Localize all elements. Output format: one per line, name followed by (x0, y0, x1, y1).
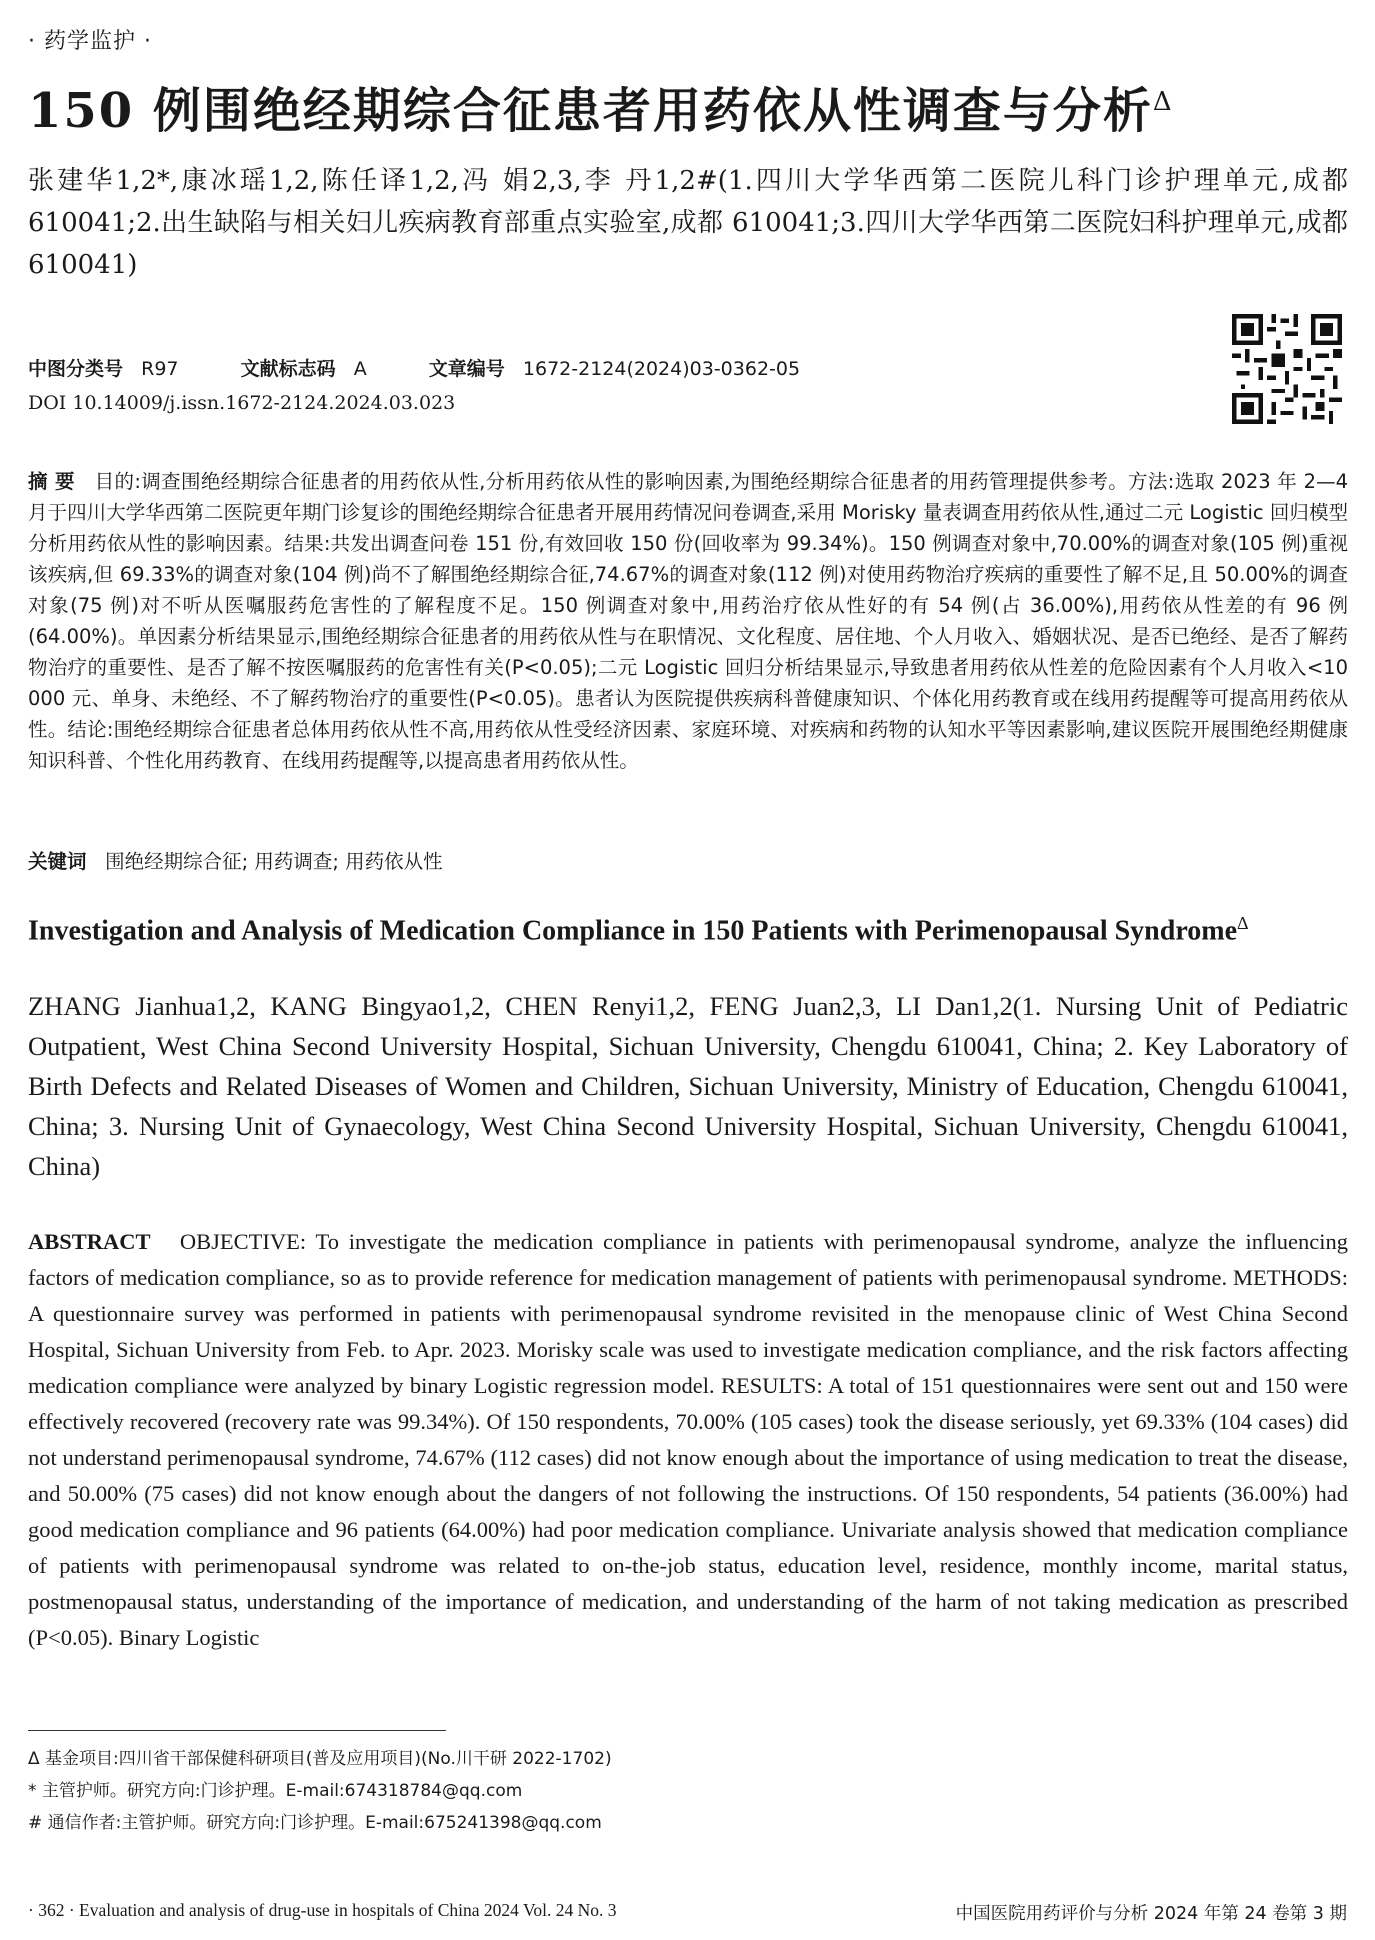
doi: DOI 10.14009/j.issn.1672-2124.2024.03.023 (28, 392, 456, 414)
chinese-keywords (28, 846, 443, 874)
english-abstract (28, 1224, 1348, 1656)
chinese-keywords-label: 关键词 (28, 850, 87, 873)
page-footer-left: · 362 · Evaluation and analysis of drug-use in hospitals of China 2024 Vol. 24 No. 3 (28, 1900, 617, 1920)
chinese-keywords-text: 围绝经期综合征; 用药调查; 用药依从性 (105, 850, 443, 873)
english-title-text: Investigation and Analysis of Medication Compliance in 150 Patients with Perimenopausal Syndrome (28, 915, 1238, 947)
chinese-authors-affiliations: 张建华1,2*,康冰瑶1,2,陈任译1,2,冯 娟2,3,李 丹1,2#(1.四川大学华西第二医院儿科门诊护理单元,成都 610041;2.出生缺陷与相关妇儿疾病教育部重点实验室,成都 610041;3.四川大学华西第二医院妇科护理单元,成都 610041) (28, 166, 1348, 280)
document-code-value: A (353, 358, 367, 380)
article-title (28, 72, 1174, 141)
article-number-value: 1672-2124(2024)03-0362-05 (522, 358, 801, 380)
page-footer-right: 中国医院用药评价与分析 2024 年第 24 卷第 3 期 (955, 1904, 1347, 1924)
chinese-abstract (28, 466, 1348, 776)
english-abstract-label: ABSTRACT (28, 1229, 151, 1254)
footnote-fund: Δ 基金项目:四川省干部保健科研项目(普及应用项目)(No.川干研 2022-1702) (28, 1749, 612, 1769)
article-number-label: 文章编号 (428, 358, 505, 380)
clc-label: 中图分类号 (28, 358, 124, 380)
english-fund-mark: Δ (1237, 913, 1249, 933)
footnote-corresponding-author: # 通信作者:主管护师。研究方向:门诊护理。E-mail:675241398@qq.com (28, 1813, 602, 1833)
english-abstract-text: OBJECTIVE: To investigate the medication compliance in patients with perimenopausal syndrome, analyze the influencing factors of medication compliance, so as to provide reference for medication management of patients with perimenopausal syndrome. METHODS: A questionnaire survey was performed in patients with perimenopausal syndrome revisited in the menopause clinic of West China Second Hospital, Sichuan University from Feb. to Apr. 2023. Morisky scale was used to investigate medication compliance, and the risk factors affecting medication compliance were analyzed by binary Logistic regression model. RESULTS: A total of 151 questionnaires were sent out and 150 were effectively recovered (recovery rate was 99.34%). Of 150 respondents, 70.00% (105 cases) took the disease seriously, yet 69.33% (104 cases) did not understand perimenopausal syndrome, 74.67% (112 cases) did not know enough about the importance of using medication to treat the disease, and 50.00% (75 cases) did not know enough about the dangers of not following the instructions. Of 150 respondents, 54 patients (36.00%) had good medication compliance and 96 patients (64.00%) had poor medication compliance. Univariate analysis showed that medication compliance of patients with perimenopausal syndrome was related to on-the-job status, education level, residence, monthly income, marital status, postmenopausal status, understanding of the importance of medication, and understanding of the harm of not taking medication as prescribed (P<0.05). Binary Logistic (28, 1229, 1348, 1650)
document-code-label: 文献标志码 (240, 358, 336, 380)
english-authors-affiliations: ZHANG Jianhua1,2, KANG Bingyao1,2, CHEN Renyi1,2, FENG Juan2,3, LI Dan1,2(1. Nursing Unit of Pediatric Outpatient, West China Second University Hospital, Sichuan University, Chengdu 610041, China; 2. Key Laboratory of Birth Defects and Related Diseases of Women and Children, Sichuan University, Ministry of Education, Chengdu 610041, China; 3. Nursing Unit of Gynaecology, West China Second University Hospital, Sichuan University, Chengdu 610041, China) (28, 991, 1348, 1181)
footnote-first-author: * 主管护师。研究方向:门诊护理。E-mail:674318784@qq.com (28, 1781, 523, 1801)
fund-mark: Δ (1152, 87, 1174, 117)
english-title (28, 904, 1348, 950)
chinese-abstract-text: 目的:调查围绝经期综合征患者的用药依从性,分析用药依从性的影响因素,为围绝经期综合征患者的用药管理提供参考。方法:选取 2023 年 2—4 月于四川大学华西第二医院更年期门诊复诊的围绝经期综合征患者开展用药情况问卷调查,采用 Morisky 量表调查用药依从性,通过二元 Logistic 回归模型分析用药依从性的影响因素。结果:共发出调查问卷 151 份,有效回收 150 份(回收率为 99.34%)。150 例调查对象中,70.00%的调查对象(105 例)重视该疾病,但 69.33%的调查对象(104 例)尚不了解围绝经期综合征,74.67%的调查对象(112 例)对使用药物治疗疾病的重要性了解不足,且 50.00%的调查对象(75 例)对不听从医嘱服药危害性的了解程度不足。150 例调查对象中,用药治疗依从性好的有 54 例(占 36.00%),用药依从性差的有 96 例(64.00%)。单因素分析结果显示,围绝经期综合征患者的用药依从性与在职情况、文化程度、居住地、个人月收入、婚姻状况、是否已绝经、是否了解药物治疗的重要性、是否了解不按医嘱服药的危害性有关(P<0.05);二元 Logistic 回归分析结果显示,导致患者用药依从性差的危险因素有个人月收入<10 000 元、单身、未绝经、不了解药物治疗的重要性(P<0.05)。患者认为医院提供疾病科普健康知识、个体化用药教育或在线用药提醒等可提高用药依从性。结论:围绝经期综合征患者总体用药依从性不高,用药依从性受经济因素、家庭环境、对疾病和药物的认知水平等因素影响,建议医院开展围绝经期健康知识科普、个性化用药教育、在线用药提醒等,以提高患者用药依从性。 (28, 470, 1348, 772)
qr-code-icon[interactable] (1232, 314, 1342, 424)
article-title-text: 150 例围绝经期综合征患者用药依从性调查与分析 (28, 83, 1153, 139)
section-tag: · 药学监护 · (28, 29, 152, 54)
chinese-abstract-label: 摘 要 (28, 470, 75, 493)
footnote-divider (28, 1730, 446, 1731)
clc-value: R97 (141, 358, 179, 380)
classification-line (28, 354, 800, 381)
